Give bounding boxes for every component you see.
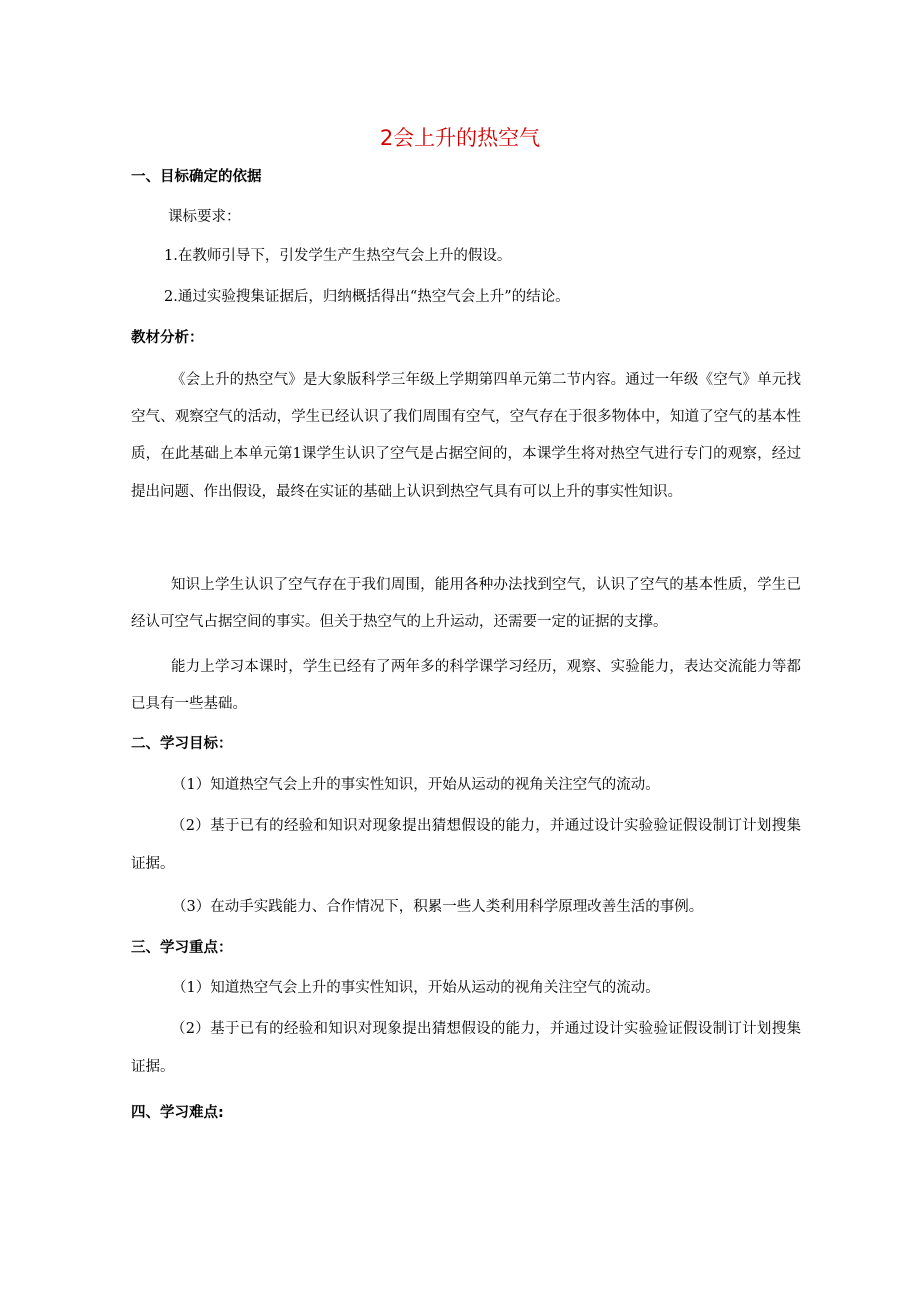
section-heading-difficulties: 四、学习难点:	[131, 1105, 224, 1121]
analysis-paragraph: 知识上学生认识了空气存在于我们周围，能用各种办法找到空气，认识了空气的基本性质，学生已经认可空气占据空间的事实。但关于热空气的上升运动，还需要一定的证据的支撑。	[131, 577, 801, 631]
objective-item: （1）知道热空气会上升的事实性知识，开始从运动的视角关注空气的流动。	[172, 777, 660, 793]
analysis-paragraph: 《会上升的热空气》是大象版科学三年级上学期第四单元第二节内容。通过一年级《空气》单元找空气、观察空气的活动，学生已经认识了我们周围有空气，空气存在于很多物体中，知道了空气的基本性质，在此基础上本单元第1课学生认识了空气是占据空间的，本课学生将对热空气进行专门的观察，经过提出问题、作出假设，最终在实证的基础上认识到热空气具有可以上升的事实性知识。	[131, 372, 801, 500]
objective-item: （3）在动手实践能力、合作情况下，积累一些人类利用科学原理改善生活的事例。	[172, 899, 704, 915]
analysis-paragraph: 能力上学习本课时，学生已经有了两年多的科学课学习经历，观察、实验能力，表达交流能力等都已具有一些基础。	[131, 659, 801, 713]
requirement-item: 1.在教师引导下，引发学生产生热空气会上升的假设。	[164, 248, 512, 264]
section-heading-basis: 一、目标确定的依据	[131, 169, 262, 185]
requirement-item: 2.通过实验搜集证据后，归纳概括得出“热空气会上升”的结论。	[164, 289, 570, 305]
objective-item: （2）基于已有的经验和知识对现象提出猜想假设的能力，并通过设计实验验证假设制订计划搜集证据。	[131, 818, 801, 872]
section-heading-key-points: 三、学习重点：	[131, 940, 233, 956]
page-title: 2会上升的热空气	[379, 126, 541, 150]
section-heading-objectives: 二、学习目标：	[131, 736, 233, 752]
key-point-item: （2）基于已有的经验和知识对现象提出猜想假设的能力，并通过设计实验验证假设制订计划搜集证据。	[131, 1021, 801, 1075]
requirements-label: 课标要求：	[168, 209, 241, 225]
section-heading-analysis: 教材分析：	[131, 330, 204, 346]
key-point-item: （1）知道热空气会上升的事实性知识，开始从运动的视角关注空气的流动。	[172, 980, 660, 996]
